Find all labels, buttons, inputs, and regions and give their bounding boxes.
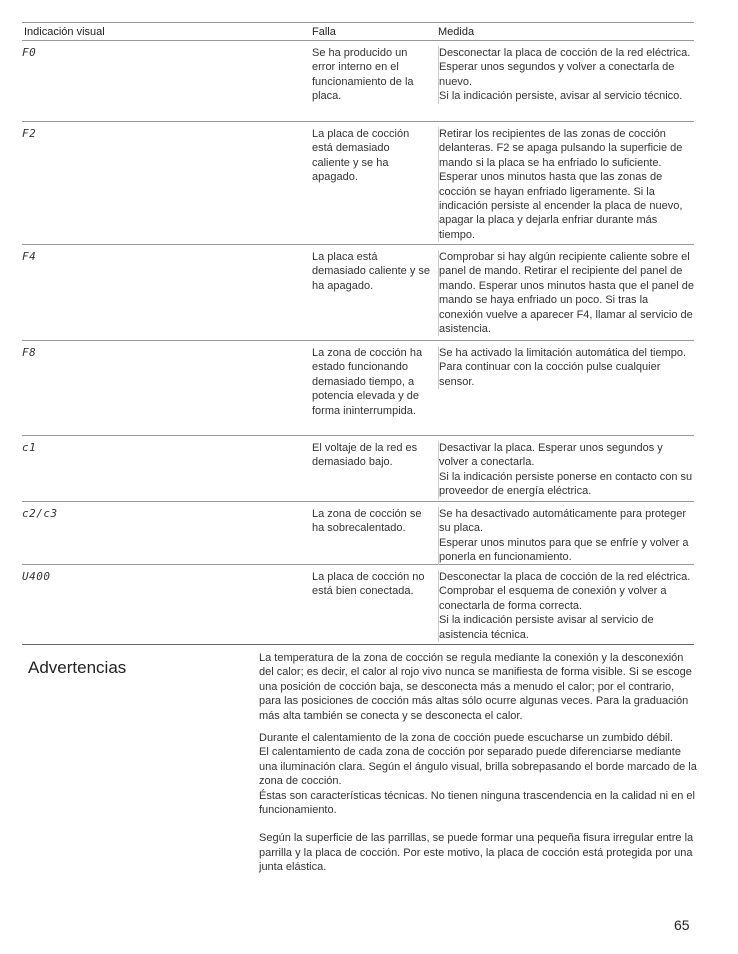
- paragraph: Durante el calentamiento de la zona de cocción puede escucharse un zumbido débil. El calentamiento de cada zona de cocción por separado puede diferenciarse mediante una iluminación clara. Según el ángulo visual, brilla sobrepasando el borde marcado de la zona de cocción. Éstas son características técnicas. No tienen ninguna trascendencia en la calidad ni en el funcionamiento.: [259, 732, 697, 817]
- action-text: Comprobar si hay algún recipiente caliente sobre el panel de mando. Retirar el recipiente del panel de mando. Esperar unos minutos hasta que el panel de mando se haya enfriado un poco. Si tras la conexión vuelve a aparecer F4, llamar al servicio de asistencia.: [439, 251, 694, 336]
- page-number: 65: [674, 917, 690, 933]
- action-text: Desconectar la placa de cocción de la red eléctrica. Esperar unos segundos y volver a conectarla de nuevo. Si la indicación persiste, avisar al servicio técnico.: [438, 46, 695, 104]
- action-text: Se ha activado la limitación automática del tiempo. Para continuar con la cocción pulse cualquier sensor.: [438, 346, 695, 389]
- display-code: F8: [22, 346, 37, 359]
- paragraph: Según la superficie de las parrillas, se puede formar una pequeña fisura irregular entre la parrilla y la placa de cocción. Por este motivo, la placa de cocción está protegida por una junta elástica.: [259, 832, 694, 874]
- table-row: [22, 436, 694, 502]
- table-row: [22, 122, 694, 245]
- display-code: F2: [22, 127, 37, 140]
- table-row: [22, 341, 694, 436]
- header-action: Medida: [438, 26, 475, 38]
- header-fault: Falla: [312, 26, 336, 38]
- fault-text: La placa de cocción está demasiado caliente y se ha apagado.: [312, 128, 410, 184]
- table-row: [22, 245, 694, 341]
- table-row: [22, 41, 694, 122]
- fault-table: [22, 22, 694, 645]
- table-row: [22, 502, 694, 565]
- display-code: c1: [22, 441, 37, 454]
- fault-text: La placa de cocción no está bien conectada.: [312, 571, 425, 598]
- fault-text: Se ha producido un error interno en el funcionamiento de la placa.: [312, 47, 414, 103]
- table-header: [22, 22, 694, 41]
- paragraph: La temperatura de la zona de cocción se regula mediante la conexión y la desconexión del calor; es decir, el calor al rojo vivo nunca se manifiesta de forma visible. Si se escoge una posición de cocción baja, se desconecta más a menudo el calor; por el contrario, para las posiciones de cocción más altas sólo ocurre algunas veces. Para la graduación más alta también se conecta y se desconecta el calor.: [259, 652, 692, 722]
- fault-text: La zona de cocción ha estado funcionando demasiado tiempo, a potencia elevada y de forma ininterrumpida.: [312, 347, 423, 417]
- action-text: Se ha desactivado automáticamente para proteger su placa. Esperar unos minutos para que se enfríe y volver a ponerla en funcionamiento.: [438, 507, 695, 565]
- action-text: Desactivar la placa. Esperar unos segundos y volver a conectarla. Si la indicación persiste ponerse en contacto con su proveedor de energía eléctrica.: [438, 441, 695, 499]
- display-code: c2/c3: [22, 507, 58, 520]
- display-code: F4: [22, 250, 37, 263]
- fault-text: El voltaje de la red es demasiado bajo.: [312, 442, 418, 469]
- section-heading: Advertencias: [28, 658, 127, 677]
- action-text: Retirar los recipientes de las zonas de cocción delanteras. F2 se apaga pulsando la superficie de mando si la placa se ha enfriado lo suficiente. Esperar unos minutos hasta que las zonas de cocción se hayan enfriado ligeramente. Si la indicación persiste al encender la placa de nuevo, apagar la placa y dejarla enfriar durante más tiempo.: [438, 127, 695, 242]
- fault-text: La placa está demasiado caliente y se ha apagado.: [312, 251, 431, 292]
- section-body: [259, 651, 697, 883]
- fault-text: La zona de cocción se ha sobrecalentado.: [312, 508, 422, 535]
- table-row: [22, 565, 694, 645]
- header-visual: Indicación visual: [24, 26, 105, 38]
- display-code: U400: [22, 570, 51, 583]
- action-text: Desconectar la placa de cocción de la red eléctrica. Comprobar el esquema de conexión y volver a conectarla de forma correcta. Si la indicación persiste avisar al servicio de asistencia técnica.: [438, 570, 695, 642]
- display-code: F0: [22, 46, 37, 59]
